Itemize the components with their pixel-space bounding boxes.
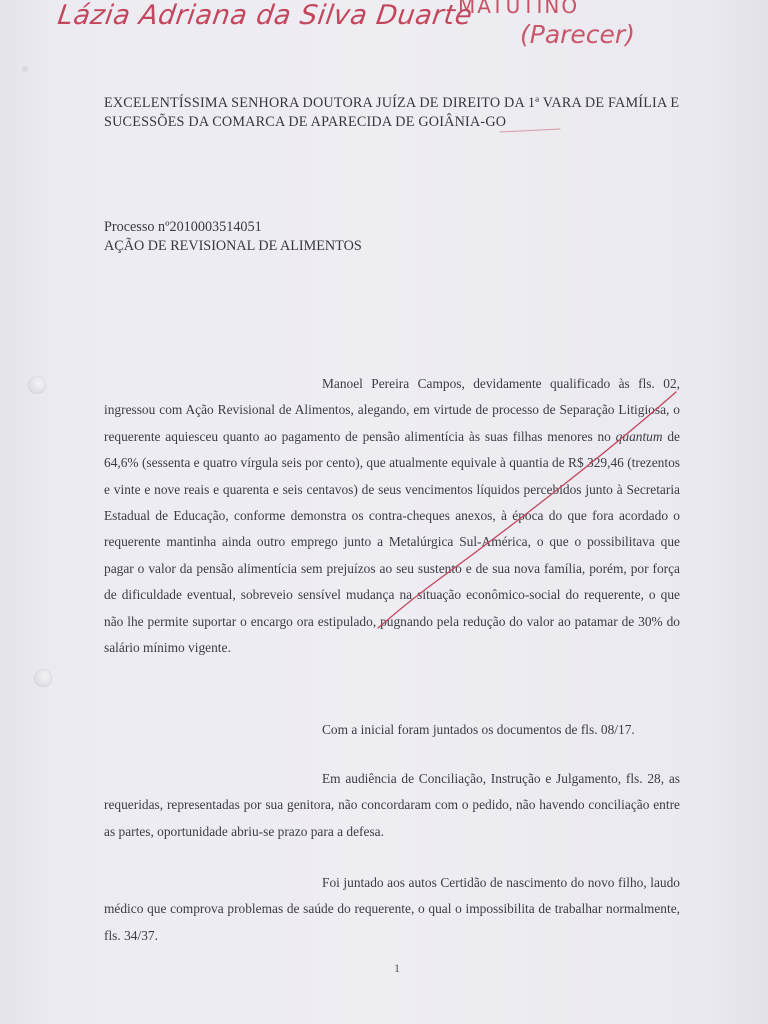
paragraph-1-italic: quantum <box>615 428 663 444</box>
paragraph-3 <box>104 766 680 845</box>
handwritten-parecer: (Parecer) <box>520 20 635 49</box>
process-number: Processo nº2010003514051 <box>104 219 262 235</box>
paragraph-3-text: Em audiência de Conciliação, Instrução e Julgamento, fls. 28, as requeridas, representadas por sua genitora, não concordaram com o pedido, não havendo conciliação entre as partes, oportunidade abriu-se prazo para a defesa. <box>104 771 680 839</box>
handwritten-shift: MATUTINO <box>458 0 580 18</box>
paragraph-4-text: Foi juntado aos autos Certidão de nascimento do novo filho, laudo médico que comprova problemas de saúde do requerente, o qual o impossibilita de trabalhar normalmente, fls. 34/37. <box>104 875 680 943</box>
handwritten-name: Lázia Adriana da Silva Duarte <box>55 0 475 31</box>
paragraph-1-text-b: de 64,6% (sessenta e quatro vírgula seis por cento), que atualmente equivale à quantia de R$ 329,46 (trezentos e vinte e nove reais e quarenta e seis centavos) de seus vencimentos líquidos percebidos junto à Secretaria Estadual de Educação, conforme demonstra os contra-cheques anexos, à época do que fora acordado o requerente mantinha ainda outro emprego junto a Metalúrgica Sul-América, o que o possibilitava que pagar o valor da pensão alimentícia sem prejuízos ao seu sustento e de sua nova família, porém, por força de dificuldade eventual, sobreveio sensível mudança na situação econômico-social do requerente, o que não lhe permite suportar o encargo ora estipulado, pugnando pela redução do valor ao patamar de 30% do salário mínimo vigente. <box>104 428 680 656</box>
page-number: 1 <box>394 961 400 975</box>
paragraph-1-text-a: Manoel Pereira Campos, devidamente qualificado às fls. 02, ingressou com Ação Revisional de Alimentos, alegando, em virtude de processo de Separação Litigiosa, o requerente aquiesceu quanto ao pagamento de pensão alimentícia às suas filhas menores no <box>104 376 680 444</box>
paragraph-2 <box>104 717 680 743</box>
punch-hole-top <box>28 376 46 394</box>
paragraph-1 <box>104 371 680 661</box>
punch-hole-bottom <box>34 669 52 687</box>
paper-smudge <box>22 66 28 72</box>
paragraph-2-text: Com a inicial foram juntados os documentos de fls. 08/17. <box>322 722 635 737</box>
paragraph-4 <box>104 870 680 949</box>
process-block <box>104 218 362 256</box>
document-heading: EXCELENTÍSSIMA SENHORA DOUTORA JUÍZA DE DIREITO DA 1ª VARA DE FAMÍLIA E SUCESSÕES DA COMARCA DE APARECIDA DE GOIÂNIA-GO <box>104 95 680 130</box>
action-title: AÇÃO DE REVISIONAL DE ALIMENTOS <box>104 238 362 254</box>
